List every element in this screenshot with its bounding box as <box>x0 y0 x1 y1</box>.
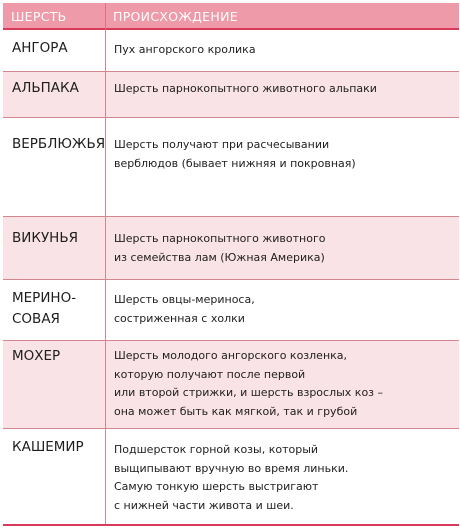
origin-line: Шерсть парнокопытного животного альпаки <box>114 82 377 95</box>
wool-name-line: МЕРИНО- <box>12 290 77 306</box>
column-divider <box>105 72 106 117</box>
origin-line: из семейства лам (Южная Америка) <box>114 250 325 264</box>
wool-origin <box>114 441 348 515</box>
origin-line: с нижней части живота и шеи. <box>114 498 294 512</box>
origin-line: Шерсть парнокопытного животного <box>114 232 326 245</box>
origin-line: Пух ангорского кролика <box>114 43 256 56</box>
origin-line: Шерсть получают при расчесывании <box>114 138 330 151</box>
column-divider <box>105 429 106 524</box>
wool-name-line: КАШЕМИР <box>12 439 84 455</box>
table-row <box>3 280 459 341</box>
origin-line: Самую тонкую шерсть выстригают <box>114 480 319 493</box>
header-divider <box>105 3 106 30</box>
wool-name <box>12 346 60 367</box>
wool-name-line: ВИКУНЬЯ <box>12 230 78 246</box>
origin-line: состриженная с холки <box>114 311 245 325</box>
column-divider <box>105 217 106 279</box>
wool-types-table <box>3 3 459 526</box>
origin-line: которую получают после первой <box>114 367 306 381</box>
wool-name <box>12 228 78 249</box>
wool-origin <box>114 80 377 99</box>
wool-name <box>12 437 84 458</box>
table-row <box>3 30 459 72</box>
origin-line: Шерсть овцы-мериноса, <box>114 293 255 306</box>
origin-line: верблюдов (бывает нижняя и покровная) <box>114 156 356 170</box>
origin-line: или второй стрижки, и шерсть взрослых коз – <box>114 386 384 399</box>
wool-origin <box>114 136 356 173</box>
wool-name <box>12 134 105 155</box>
table-row <box>3 72 459 118</box>
table-row <box>3 118 459 217</box>
wool-name-line: СОВАЯ <box>12 311 60 327</box>
wool-name-line: ВЕРБЛЮЖЬЯ <box>12 136 106 152</box>
origin-line: выщипывают вручную во время линьки. <box>114 461 349 475</box>
column-divider <box>105 341 106 428</box>
header-wool: ШЕРСТЬ <box>11 9 67 24</box>
wool-origin <box>114 347 383 421</box>
origin-line: Шерсть молодого ангорского козленка, <box>114 349 348 362</box>
wool-name <box>12 38 68 59</box>
origin-line: она может быть как мягкой, так и грубой <box>114 404 358 418</box>
column-divider <box>105 30 106 71</box>
header-origin: ПРОИСХОЖДЕНИЕ <box>113 9 238 24</box>
table-row <box>3 429 459 526</box>
wool-name-line: АЛЬПАКА <box>12 80 79 96</box>
wool-name <box>12 78 79 99</box>
table-row <box>3 341 459 429</box>
table-header <box>3 3 459 30</box>
column-divider <box>105 118 106 216</box>
wool-name-line: МОХЕР <box>12 348 61 364</box>
wool-origin <box>114 41 256 60</box>
wool-name-line: АНГОРА <box>12 40 68 56</box>
origin-line: Подшерсток горной козы, который <box>114 443 319 456</box>
table-row <box>3 217 459 280</box>
wool-origin <box>114 291 255 328</box>
column-divider <box>105 280 106 340</box>
wool-name <box>12 288 76 330</box>
wool-origin <box>114 230 325 267</box>
